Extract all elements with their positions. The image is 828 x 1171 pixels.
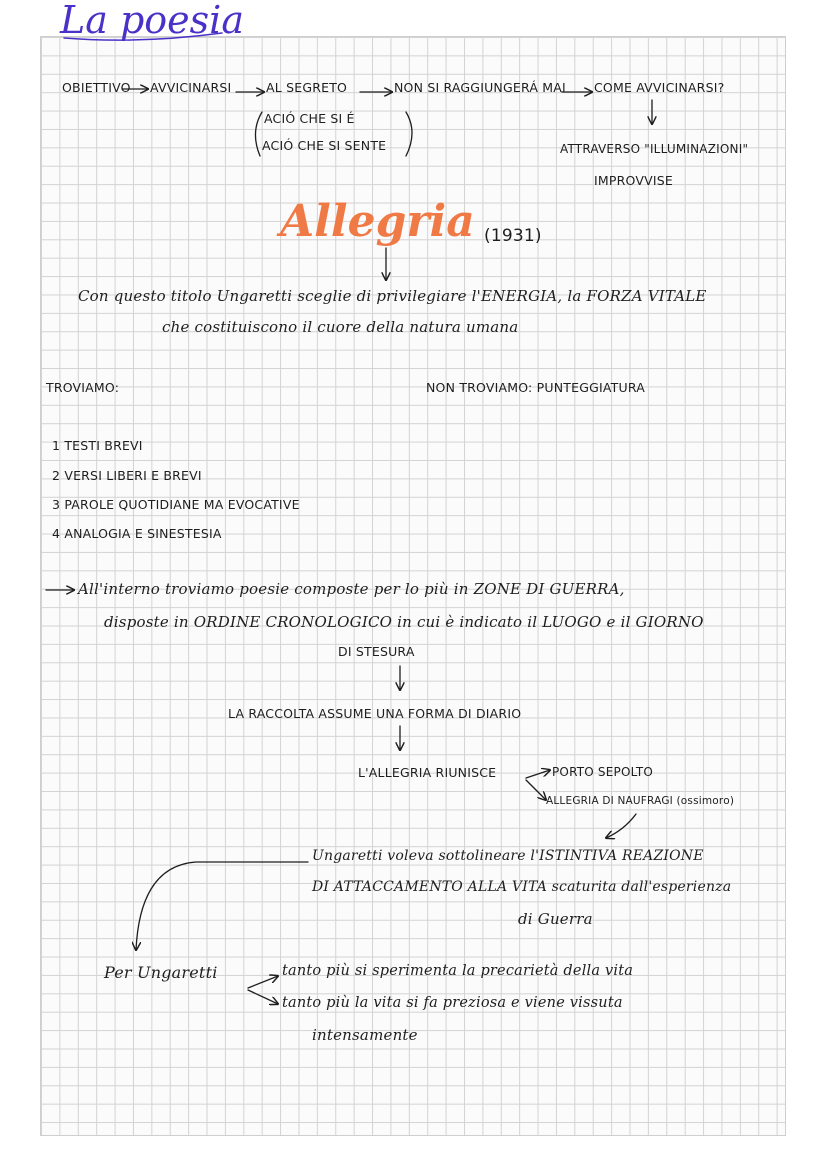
arrow-to-sottolinea <box>606 814 636 838</box>
interno-line-2: disposte in ORDINE CRONOLOGICO in cui è indicato il LUOGO e il GIORNO <box>104 613 704 631</box>
per-ungaretti-label: Per Ungaretti <box>104 963 218 982</box>
allegria-naufragi-text: ALLEGRIA DI NAUFRAGI (ossimoro) <box>546 795 735 807</box>
diario-text: LA RACCOLTA ASSUME UNA FORMA DI DIARIO <box>228 706 522 721</box>
porto-sepolto-text: PORTO SEPOLTO <box>552 765 654 779</box>
allegria-heading: Allegria <box>280 196 475 247</box>
list-item: 3 PAROLE QUOTIDIANE MA EVOCATIVE <box>52 497 300 512</box>
attraverso-line-2: IMPROVVISE <box>594 173 673 188</box>
per-ungaretti-line-2: tanto più la vita si fa preziosa e viene vissuta <box>282 995 623 1011</box>
interno-line-3: DI STESURA <box>338 644 415 659</box>
arrow-porto-sepolto <box>526 770 550 778</box>
arrow-curve-per-ungaretti <box>136 862 308 950</box>
title-underline <box>64 33 222 40</box>
sottolinea-line-3: di Guerra <box>518 910 593 928</box>
sottolinea-line-2: DI ATTACCAMENTO ALLA VITA scaturita dall'esperienza <box>312 879 732 895</box>
intro-line-1: Con questo titolo Ungaretti sceglie di privilegiare l'ENERGIA, la FORZA VITALE <box>78 287 707 305</box>
attraverso-line-1: ATTRAVERSO "ILLUMINAZIONI" <box>560 142 749 156</box>
left-bracket <box>255 112 262 156</box>
non-si-raggiungera-label: NON SI RAGGIUNGERÁ MAI <box>394 80 566 95</box>
intro-line-2: che costituiscono il cuore della natura umana <box>162 318 519 336</box>
sottolinea-line-1: Ungaretti voleva sottolineare l'ISTINTIVA REAZIONE <box>312 848 704 864</box>
per-ungaretti-line-1: tanto più si sperimenta la precarietà della vita <box>282 963 634 979</box>
interno-line-1: All'interno troviamo poesie composte per lo più in ZONE DI GUERRA, <box>78 580 625 598</box>
arrow-fork-1 <box>248 976 278 988</box>
per-ungaretti-line-3: intensamente <box>312 1026 418 1044</box>
obiettivo-label: OBIETTIVO <box>62 80 131 95</box>
right-bracket <box>406 112 412 156</box>
page-title: La poesia <box>60 0 244 42</box>
list-item: 2 VERSI LIBERI E BREVI <box>52 468 202 483</box>
list-item: 1 TESTI BREVI <box>52 438 143 453</box>
bracket-line-2: ACIÓ CHE SI SENTE <box>262 138 387 153</box>
troviamo-label: TROVIAMO: <box>46 380 120 395</box>
avvicinarsi-label: AVVICINARSI <box>150 80 232 95</box>
arrow-allegria-naufragi <box>526 780 546 800</box>
al-segreto-label: AL SEGRETO <box>266 80 348 95</box>
bracket-line-1: ACIÓ CHE SI É <box>264 111 355 126</box>
list-item: 4 ANALOGIA E SINESTESIA <box>52 526 222 541</box>
riunisce-text: L'ALLEGRIA RIUNISCE <box>358 765 497 780</box>
allegria-year: (1931) <box>484 226 542 246</box>
non-troviamo-label: NON TROVIAMO: PUNTEGGIATURA <box>426 380 645 395</box>
arrow-fork-2 <box>248 990 278 1004</box>
come-avvicinarsi-label: COME AVVICINARSI? <box>594 80 725 95</box>
